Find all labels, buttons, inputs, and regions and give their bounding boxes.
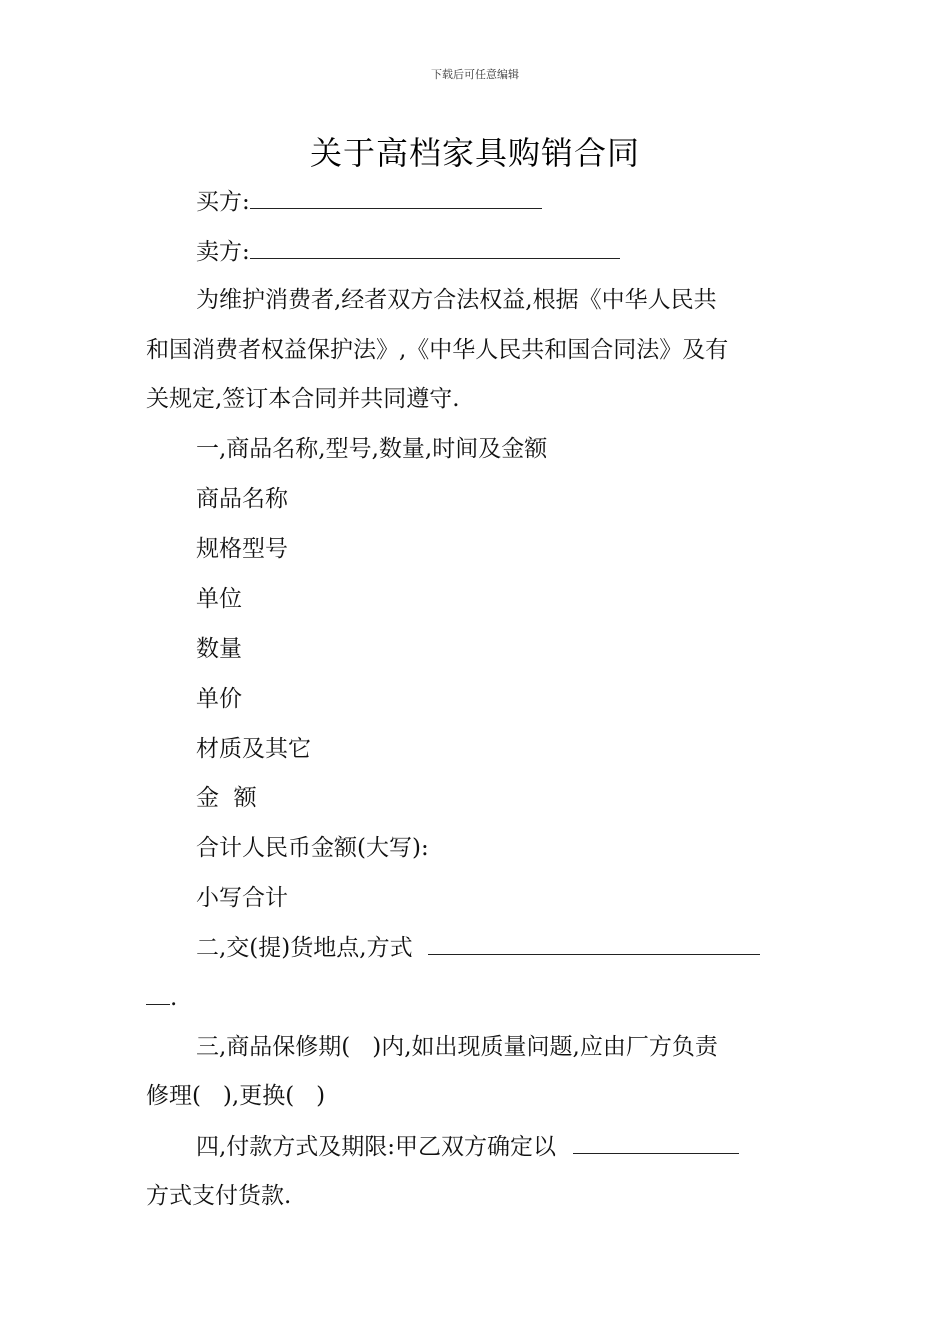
seller-line <box>196 236 620 267</box>
item-quantity: 数量 <box>196 636 242 662</box>
seller-label: 卖方: <box>196 239 250 265</box>
item-name: 商品名称 <box>196 486 288 512</box>
seller-blank <box>250 236 620 259</box>
section3-line-2: 修理( ),更换( ) <box>146 1083 326 1109</box>
delivery-blank <box>428 932 760 955</box>
intro-line-1: 为维护消费者,经者双方合法权益,根据《中华人民共 <box>196 287 717 313</box>
section3-line-1: 三,商品保修期( )内,如出现质量问题,应由厂方负责 <box>196 1034 718 1060</box>
section4-line <box>196 1131 739 1162</box>
payment-blank <box>573 1131 739 1154</box>
section2-text: 二,交(提)货地点,方式 <box>196 935 413 961</box>
total-lower: 小写合计 <box>196 885 288 911</box>
section2-tail: . <box>170 985 178 1011</box>
section4-text: 四,付款方式及期限:甲乙双方确定以 <box>196 1134 557 1160</box>
section2-line <box>196 932 760 963</box>
item-price: 单价 <box>196 686 242 712</box>
intro-line-3: 关规定,签订本合同并共同遵守. <box>146 386 460 412</box>
buyer-label: 买方: <box>196 189 250 215</box>
section2-line-2 <box>146 982 177 1013</box>
page-title: 关于高档家具购销合同 <box>309 134 640 172</box>
intro-line-2: 和国消费者权益保护法》,《中华人民共和国合同法》及有 <box>146 337 729 363</box>
section1-heading: 一,商品名称,型号,数量,时间及金额 <box>196 436 548 462</box>
item-model: 规格型号 <box>196 536 288 562</box>
total-upper: 合计人民币金额(大写): <box>196 835 429 861</box>
header-note: 下载后可任意编辑 <box>431 68 519 81</box>
delivery-blank-tail <box>146 982 170 1005</box>
item-material: 材质及其它 <box>196 736 311 762</box>
section4-line-2: 方式支付货款. <box>146 1183 292 1209</box>
item-unit: 单位 <box>196 586 242 612</box>
buyer-line <box>196 186 542 217</box>
item-amount: 金 额 <box>196 785 257 811</box>
buyer-blank <box>250 186 542 209</box>
